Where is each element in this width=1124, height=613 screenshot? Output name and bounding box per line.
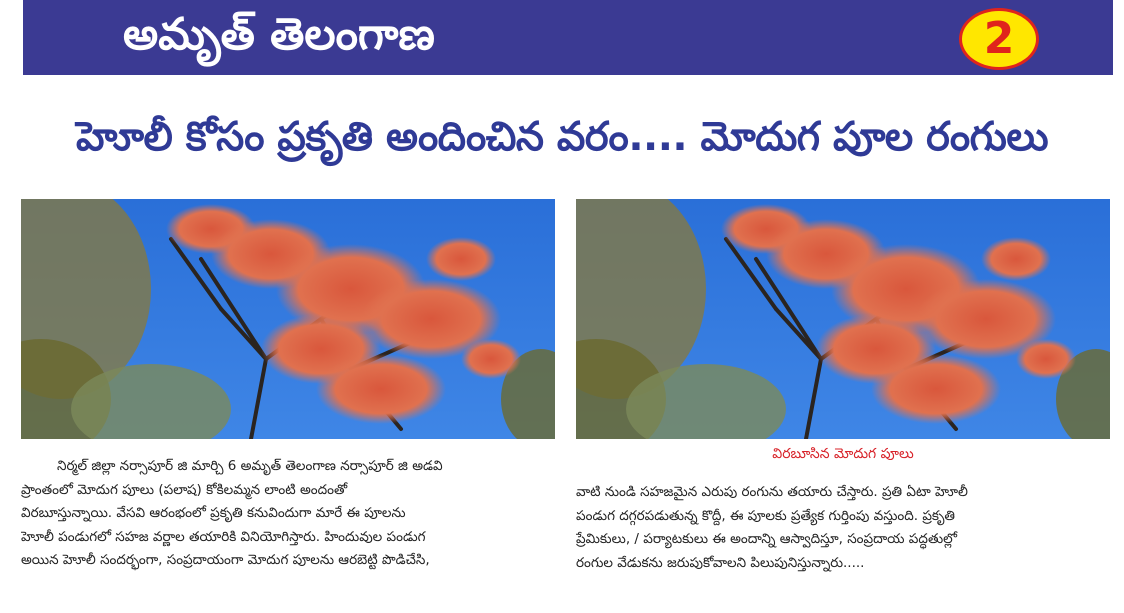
article-body-left	[21, 455, 555, 573]
body-line: పండుగ దగ్గరపడుతున్న కొద్దీ, ఈ పూలకు ప్రత్యేక గుర్తింపు వస్తుంది. ప్రకృతి	[576, 507, 955, 524]
body-line: ప్రాంతంలో మోదుగ పూలు (పలాష) కోకిలమ్మన లాంటి అందంతో	[21, 481, 348, 498]
article-headline: హెూలీ కోసం ప్రకృతి అందించిన వరం.... మోదుగ పూల రంగులు	[75, 114, 1049, 160]
body-line: నిర్మల్ జిల్లా నర్సాపూర్ జి మార్చి 6 అమృత్ తెలంగాణ నర్సాపూర్ జి అడవి	[57, 458, 443, 474]
photo-caption: విరబూసిన మోదుగ పూలు	[772, 446, 914, 462]
body-line: హెూలీ పండుగలో సహజ వర్ణాల తయారికి వినియోగిస్తారు. హిందువుల పండుగ	[21, 528, 426, 545]
newspaper-name: అమృత్ తెలంగాణ	[123, 9, 435, 60]
body-line: అయిన హెూలీ సందర్భంగా, సంప్రదాయంగా మోదుగ పూలను ఆరబెట్టి పొడిచేసి,	[21, 552, 430, 569]
tree-photo-right	[576, 199, 1110, 439]
article-body-right	[576, 481, 1110, 575]
body-line: విరబూస్తున్నాయి. వేసవి ఆరంభంలో ప్రకృతి కనువిందుగా మారే ఈ పూలను	[21, 505, 406, 522]
body-line: ప్రేమికులు, / పర్యాటకులు ఈ అందాన్ని ఆస్వాదిస్తూ, సంప్రదాయ పద్ధతుల్లో	[576, 531, 958, 548]
tree-photo-left	[21, 199, 555, 439]
body-line: రంగుల వేడుకను జరుపుకోవాలని పిలుపునిస్తున్నారు.....	[576, 554, 865, 571]
article-photo-left	[21, 199, 555, 439]
masthead-band	[23, 0, 1113, 75]
page-number: 2	[983, 13, 1015, 64]
page-number-badge	[959, 8, 1039, 70]
article-photo-right	[576, 199, 1110, 439]
body-line: వాటి నుండి సహజమైన ఎరుపు రంగును తయారు చేస్తారు. ప్రతి ఏటా హెూలీ	[576, 484, 968, 500]
